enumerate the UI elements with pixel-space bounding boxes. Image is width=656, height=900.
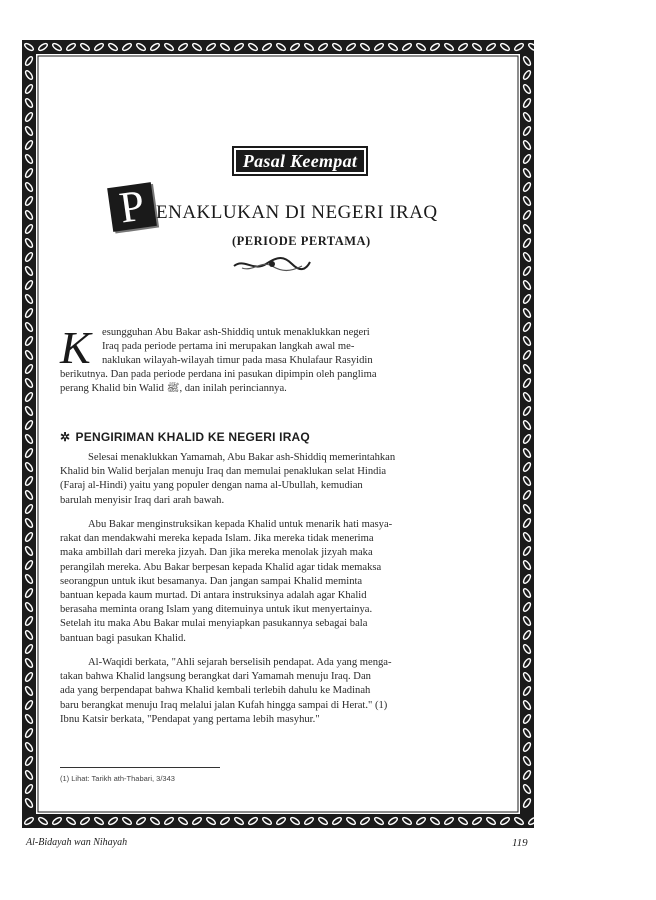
paragraph-line: bantuan bagi pasukan Khalid. — [60, 632, 186, 644]
paragraph-line: Selesai menaklukkan Yamamah, Abu Bakar ash-Shiddiq memerintahkan — [88, 452, 396, 463]
paragraph-line: baru berangkat menuju Iraq melalui jalan Kufah hingga sampai di Herat." (1) — [60, 699, 388, 711]
paragraph-line: Setelah itu maka Abu Bakar mulai menyiapkan pasukannya sebagai bala — [60, 618, 368, 630]
paragraph-line: bantuan kepada kaum murtad. Di antara instruksinya adalah agar Khalid — [60, 590, 367, 602]
section-heading — [60, 430, 310, 444]
paragraph-line: rakat dan mendakwahi mereka kepada Islam. Jika mereka tidak menerima — [60, 533, 374, 545]
intro-dropcap: K — [60, 322, 91, 373]
footnote: (1) Lihat: Tarikh ath-Thabari, 3/343 — [60, 774, 175, 783]
sun-bullet-icon: ✲ — [60, 430, 71, 444]
intro-line: Iraq pada periode pertama ini merupakan langkah awal me- — [102, 341, 355, 353]
intro-paragraph-b — [60, 368, 502, 396]
paragraph-line: Ibnu Katsir berkata, "Pendapat yang pertama lebih masyhur." — [60, 713, 320, 725]
page-content — [52, 70, 504, 798]
paragraph-1 — [60, 451, 502, 508]
flourish-ornament-icon — [232, 254, 312, 274]
intro-line: perang Khalid bin Walid ﷺ, dan inilah perinciannya. — [60, 383, 287, 395]
page-number: 119 — [512, 837, 528, 849]
chapter-title: ENAKLUKAN DI NEGERI IRAQ — [156, 202, 438, 223]
paragraph-line: Abu Bakar menginstruksikan kepada Khalid untuk menarik hati masya- — [88, 519, 393, 530]
paragraph-line: takan bahwa Khalid langsung berangkat dari Yamamah menuju Iraq. Dan — [60, 671, 371, 683]
chapter-subtitle: (PERIODE PERTAMA) — [232, 234, 371, 248]
paragraph-line: (Faraj al-Hindi) yaitu yang populer dengan nama al-Ubullah, kemudian — [60, 480, 363, 492]
footnote-divider — [60, 767, 220, 768]
paragraph-line: berasaha meminta orang Islam yang ditemuinya untuk ikut menyertainya. — [60, 604, 373, 616]
intro-paragraph-a — [102, 326, 502, 369]
paragraph-line: Khalid bin Walid berjalan menuju Iraq dan memulai penaklukan selat Hindia — [60, 466, 387, 478]
paragraph-line: Al-Waqidi berkata, "Ahli sejarah berselisih pendapat. Ada yang menga- — [88, 657, 392, 668]
intro-line: naklukan wilayah-wilayah timur pada masa Khulafaur Rasyidin — [102, 355, 373, 367]
title-dropcap: P — [107, 182, 157, 232]
intro-line: esungguhan Abu Bakar ash-Shiddiq untuk menaklukkan negeri — [102, 327, 370, 338]
section-heading-text: PENGIRIMAN KHALID KE NEGERI IRAQ — [75, 430, 310, 444]
paragraph-line: maka ambillah dari mereka jizyah. Dan jika mereka menolak jizyah maka — [60, 547, 373, 559]
intro-line: berikutnya. Dan pada periode perdana ini pasukan dipimpin oleh panglima — [60, 369, 377, 380]
paragraph-line: seorangpun untuk ikut besamanya. Dan jangan sampai Khalid meminta — [60, 575, 363, 587]
paragraph-3 — [60, 656, 502, 727]
chapter-label: Pasal Keempat — [232, 146, 368, 176]
paragraph-line: barulah menyisir Iraq dari arah bawah. — [60, 494, 225, 506]
paragraph-line: ada yang berpendapat bahwa Khalid kembali terlebih dahulu ke Madinah — [60, 685, 371, 697]
footer-book-title: Al-Bidayah wan Nihayah — [26, 837, 128, 848]
paragraph-2 — [60, 518, 502, 646]
paragraph-line: perangilah mereka. Abu Bakar berpesan kepada Khalid agar tidak memaksa — [60, 561, 382, 573]
